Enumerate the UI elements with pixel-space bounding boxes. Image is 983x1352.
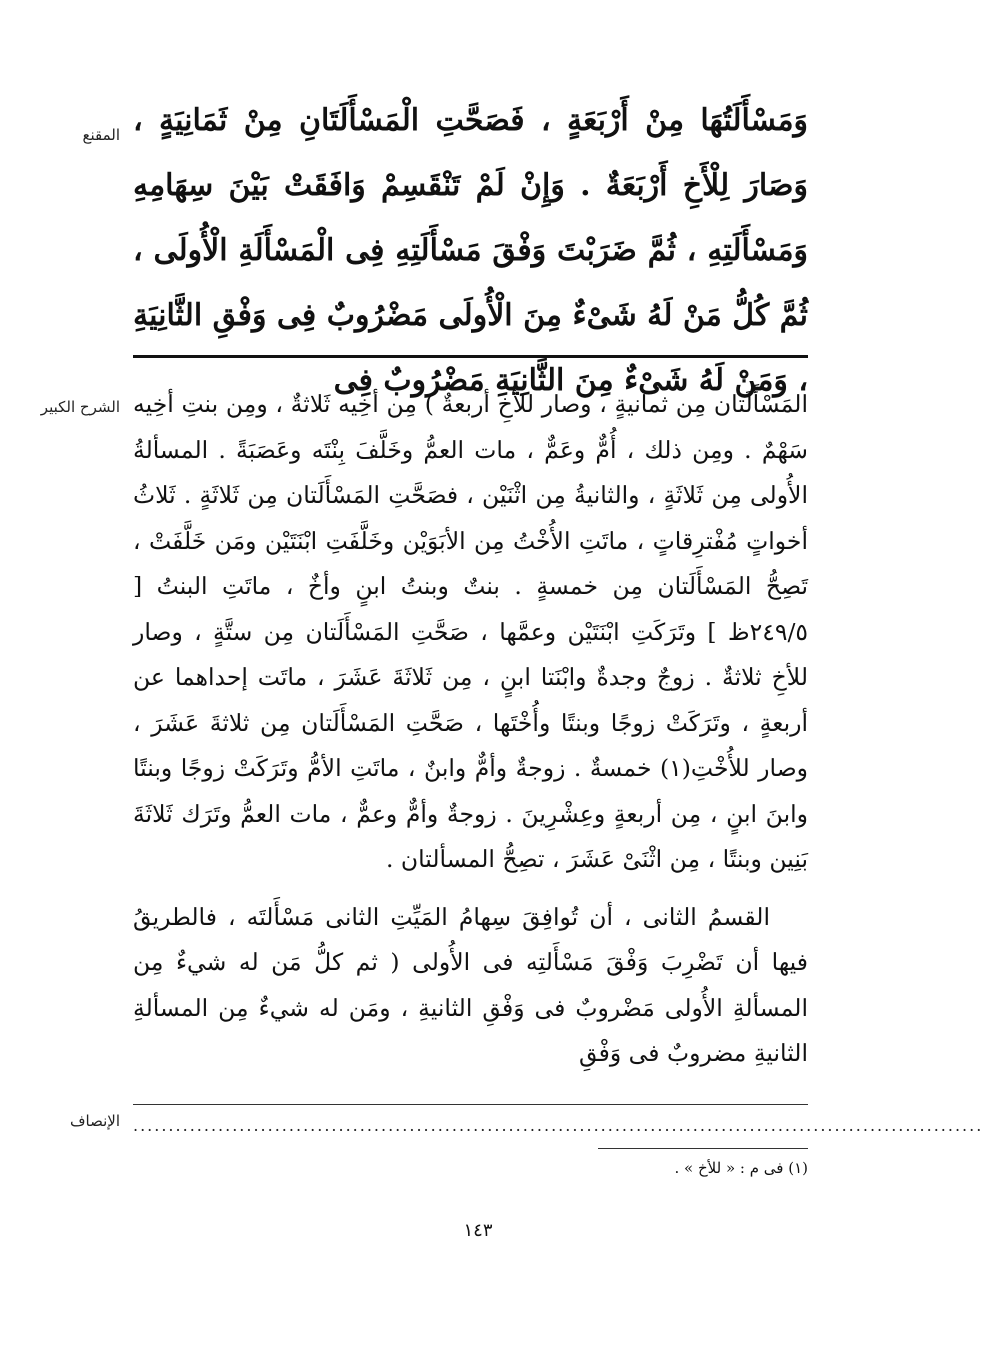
page-number: ١٤٣ [463,1220,493,1241]
section-divider-thin [133,1104,808,1105]
muqni-paragraph: وَمَسْأَلَتُهَا مِنْ أَرْبَعَةٍ ، فَصَحَّتِ الْمَسْأَلَتَانِ مِنْ ثَمَانِيَةٍ ، وَصَارَ لِلْأَخِ أَرْبَعَةٌ . وَإِنْ لَمْ تَنْقَسِمْ وَافَقَتْ بَيْنَ سِهَامِهِ وَمَسْأَلَتِهِ ، ثُمَّ ضَرَبْتَ وَفْقَ مَسْأَلَتِهِ فِى الْمَسْأَلَةِ الْأُولَى ، ثُمَّ كُلُّ مَنْ لَهُ شَىْءٌ مِنَ الْأُولَى مَضْرُوبٌ فِى وَفْقِ الثَّانِيَةِ ، وَمَنْ لَهُ شَىْءٌ مِنَ الثَّانِيَةِ مَضْرُوبٌ فِى [133,103,808,398]
muqni-section-label: المقنع [82,126,120,144]
sharh-paragraph-2: القسمُ الثانى ، أن تُوافِقَ سِهامُ المَيِّتِ الثانى مَسْأَلتَه ، فالطريقُ فيها أن تَضْرِبَ وَفْقَ مَسْأَلتِه فى الأُولى ( ثم كلُّ مَن له شيءٌ مِن المسألةِ الأُولى مَضْروبٌ فى وَفْقِ الثانيةِ ، ومَن له شيءٌ مِن المسألةِ الثانيةِ مضروبٌ فى وَفْقِ [133,902,808,1067]
footnote: (١) فى م : « للأخ » . [674,1159,808,1177]
sharh-paragraph-1: المَسْأَلَتان مِن ثمانيةٍ ، وصار للأخِ أربعةٌ ) مِن أخِيه ثَلاثةٌ ، ومِن بنتِ أخِيه سَهْمٌ . ومِن ذلك ، أُمٌّ وعَمٌّ ، مات العمُّ وخَلَّفَ بِنْتَه وعَصَبَةً . المسألةُ الأُولى مِن ثَلاثَةٍ ، والثانيةُ مِن اثْنَيْن ، فصَحَّتِ المَسْأَلَتان مِن ثَلاثَةٍ . ثَلاثُ أخواتٍ مُفْترِقاتٍ ، ماتَتِ الأُخْتُ مِن الأبَوَيْن وخَلَّفَتِ ابْنَتَيْن ومَن خَلَّفَتْ ، تَصِحُّ المَسْأَلَتان مِن خمسةٍ . بنتٌ وبنتُ ابنٍ وأخٌ ، ماتَتِ البنتُ [ ٢٤٩/٥ظ ] وتَرَكَتِ ابْنَتَيْن وعمَّها ، صَحَّتِ المَسْأَلَتان مِن ستَّةٍ ، وصار للأخِ ثلاثةٌ . زوجٌ وجدةٌ وابْنَتا ابنٍ ، مِن ثَلاثَةَ عَشَرَ ، ماتَت إحداهما عن أربعةٍ ، وتَرَكَتْ زوجًا وبنتًا وأُخْتَها ، صَحَّتِ المَسْأَلَتان مِن ثلاثةَ عَشَرَ ، وصار للأُخْتِ(١) خمسةٌ . زوجةٌ وأمٌّ وابنٌ ، ماتَتِ الأمُّ وتَرَكَتْ زوجًا وبنتًا وابنَ ابنٍ ، مِن أربعةٍ وعِشْرِينَ . زوجةٌ وأمٌّ وعمٌّ ، مات العمُّ وتَرَك ثَلاثَةَ بَنِين وبنتًا ، مِن اثْنَىْ عَشَرَ ، تصِحُّ المسألتان . [133,390,808,873]
muqni-text-block [133,88,808,413]
insaf-section-label: الإنصاف [69,1112,120,1130]
footnote-separator [598,1148,808,1149]
sharh-section-label: الشرح الكبير [40,398,120,416]
section-divider-thick [133,355,808,358]
sharh-text-block [133,382,808,1077]
insaf-dotted-line: ........................................................................................................................ [133,1116,983,1135]
